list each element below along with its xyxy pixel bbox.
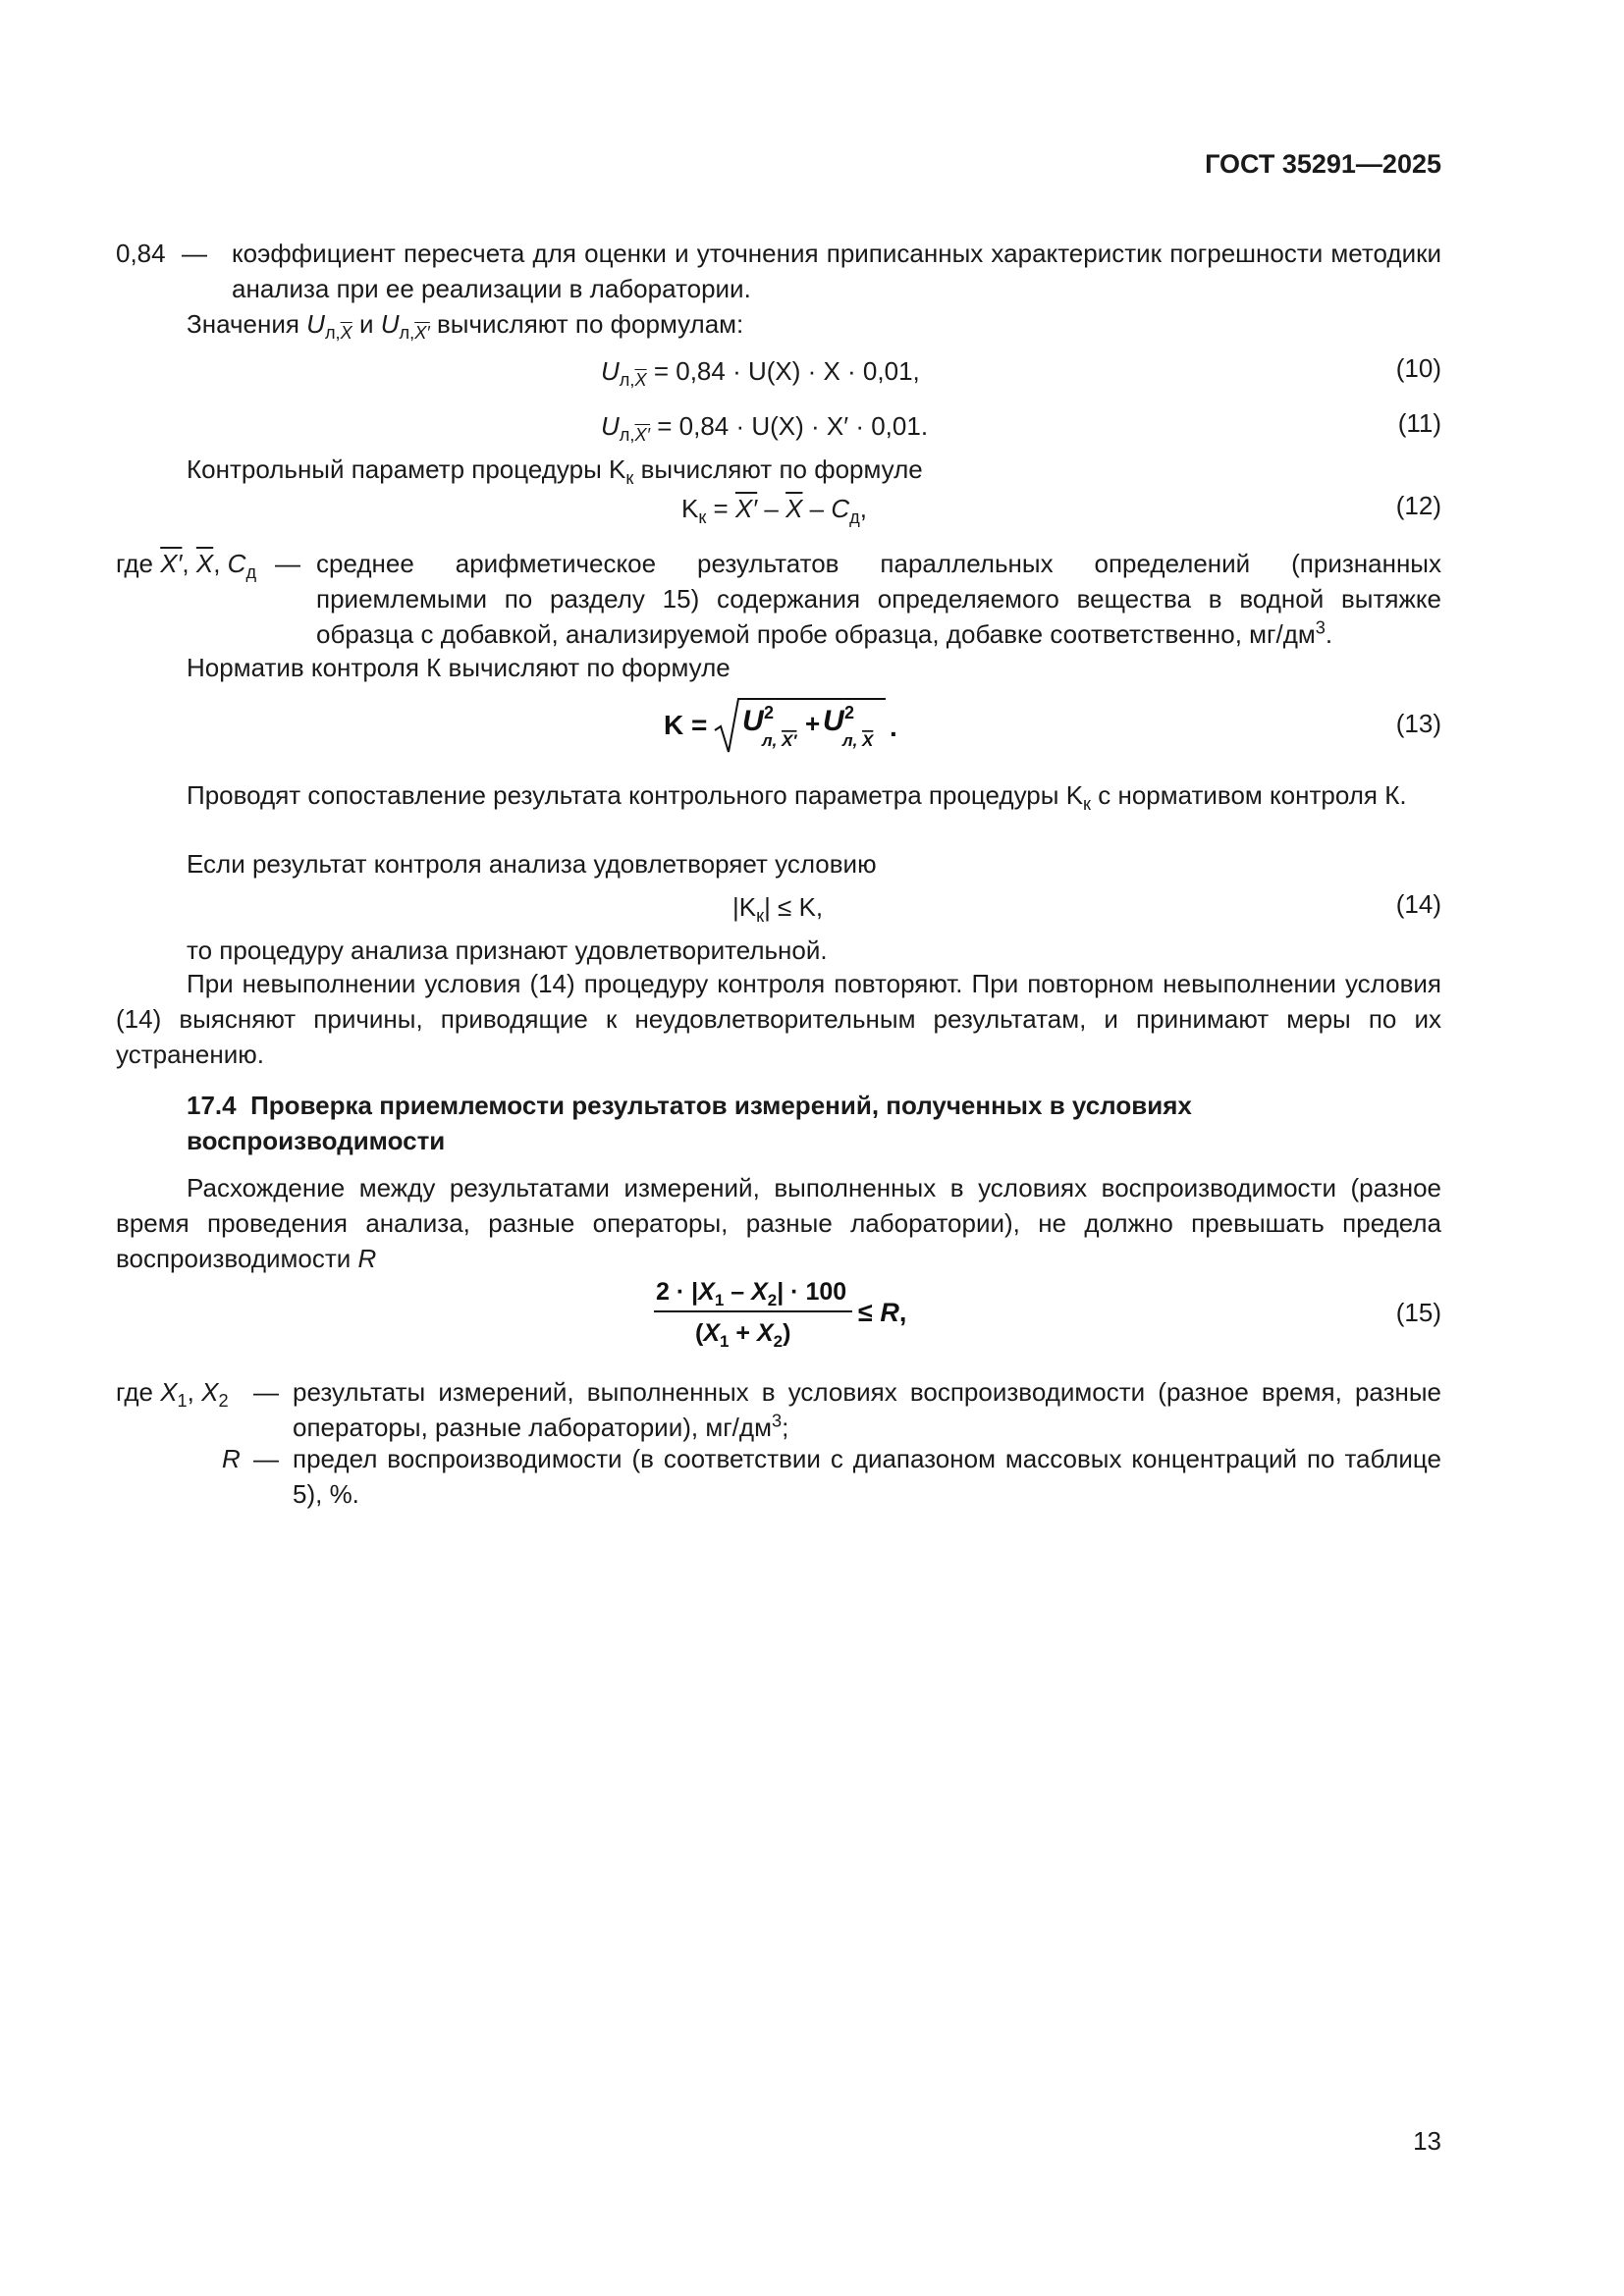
svg-text:л,: л,	[762, 731, 778, 750]
paragraph-norm: Норматив контроля К вычисляют по формуле	[187, 653, 731, 682]
paragraph-fail: При невыполнении условия (14) процедуру контроля повторяют. При повторном невыполнении условия (14) выясняют причины, приводящие к неудовлетворительным результатам, и принимают меры по их устранению.	[116, 969, 1441, 1069]
definition-lead: где X′, $\overline{X}$, $C_д$	[116, 549, 257, 583]
definition-text: предел воспроизводимости (в соответствии с диапазоном массовых концентраций по таблице 5), %.	[293, 1444, 1441, 1509]
definition-dash: —	[253, 1377, 279, 1407]
definition-term: R	[222, 1444, 241, 1473]
svg-text:2 · |X1 – X2| · 100: $2 \cdot |X_1 - X_2| \cdot 100$	[656, 1278, 847, 1309]
svg-text:(X1 + X2): $(X_1 + X_2)$	[695, 1319, 791, 1351]
svg-text:U: U	[823, 705, 844, 737]
equation-12: $K_к = X' - \overline{X} - C_д$,	[681, 494, 867, 528]
svg-text:2: 2	[764, 703, 775, 722]
equation-10: $U_{л,\overline{X}} = 0,84 \cdot U(X) \cdot X \cdot 0,01$,	[601, 356, 920, 391]
svg-text:X: X	[862, 731, 874, 750]
svg-text:+: +	[805, 709, 821, 738]
definition-term: 0,84	[116, 239, 166, 268]
svg-text:≤ R,: ≤ R,	[858, 1298, 907, 1327]
definition-text: коэффициент пересчета для оценки и уточнения приписанных характеристик погрешности методики анализа при ее реализации в лаборатории.	[232, 239, 1441, 303]
paragraph-control-parameter: Контрольный параметр процедуры $K_к$ вычисляют по формуле	[187, 454, 923, 489]
section-heading: 17.4 Проверка приемлемости результатов измерений, полученных в условиях воспроизводимости	[187, 1091, 1192, 1155]
equation-number-10: (10)	[1395, 353, 1441, 383]
equation-number-13: (13)	[1395, 709, 1441, 738]
paragraph-then: то процедуру анализа признают удовлетворительной.	[187, 935, 828, 965]
svg-text:X′: X′	[782, 731, 797, 750]
svg-text:U: U	[742, 705, 764, 737]
page-number: 13	[1413, 2126, 1441, 2156]
paragraph-if: Если результат контроля анализа удовлетворяет условию	[187, 849, 877, 879]
equation-14: $|K_к| \le K$,	[732, 892, 824, 927]
paragraph-compare: Проводят сопоставление результата контрольного параметра процедуры $K_к$ с нормативом контроля К.	[187, 780, 1407, 815]
equation-number-12: (12)	[1395, 491, 1441, 520]
equation-number-11: (11)	[1397, 408, 1441, 438]
equation-15	[648, 1266, 923, 1357]
definition-text: среднее арифметическое результатов параллельных определений (признанных приемлемыми по разделу 15) содержания определяемого вещества в водной вытяжке образца с добавкой, анализируемой пробе образца, добавке соответственно, $мг/дм^3$.	[316, 549, 1441, 649]
paragraph-difference: Расхождение между результатами измерений, выполненных в условиях воспроизводимости (разное время проведения анализа, разные операторы, разные лаборатории), не должно превышать предела воспроизводимости R	[116, 1173, 1441, 1273]
equation-13	[658, 687, 923, 766]
definition-dash: —	[253, 1444, 279, 1473]
definition-dash: —	[275, 549, 300, 578]
svg-text:.: .	[890, 712, 897, 742]
definition-dash: —	[182, 239, 207, 268]
definition-lead: где $X_1$, $X_2$	[116, 1377, 229, 1412]
paragraph-values: Значения $U_{л,\overline{X}}$ и $U_{л,X'}$ вычисляют по формулам:	[187, 309, 744, 344]
definition-text: результаты измерений, выполненных в условиях воспроизводимости (разное время, разные операторы, разные лаборатории), $мг/дм^3$;	[293, 1377, 1441, 1442]
equation-11: $U_{л,X'} = 0,84 \cdot U(X) \cdot X' \cdot 0,01$.	[601, 411, 929, 446]
equation-number-15: (15)	[1395, 1298, 1441, 1327]
svg-text:л,: л,	[842, 731, 858, 750]
equation-number-14: (14)	[1395, 889, 1441, 919]
document-id: ГОСТ 35291—2025	[1205, 149, 1441, 179]
svg-text:2: 2	[844, 703, 855, 722]
svg-text:K =: K =	[664, 710, 708, 740]
